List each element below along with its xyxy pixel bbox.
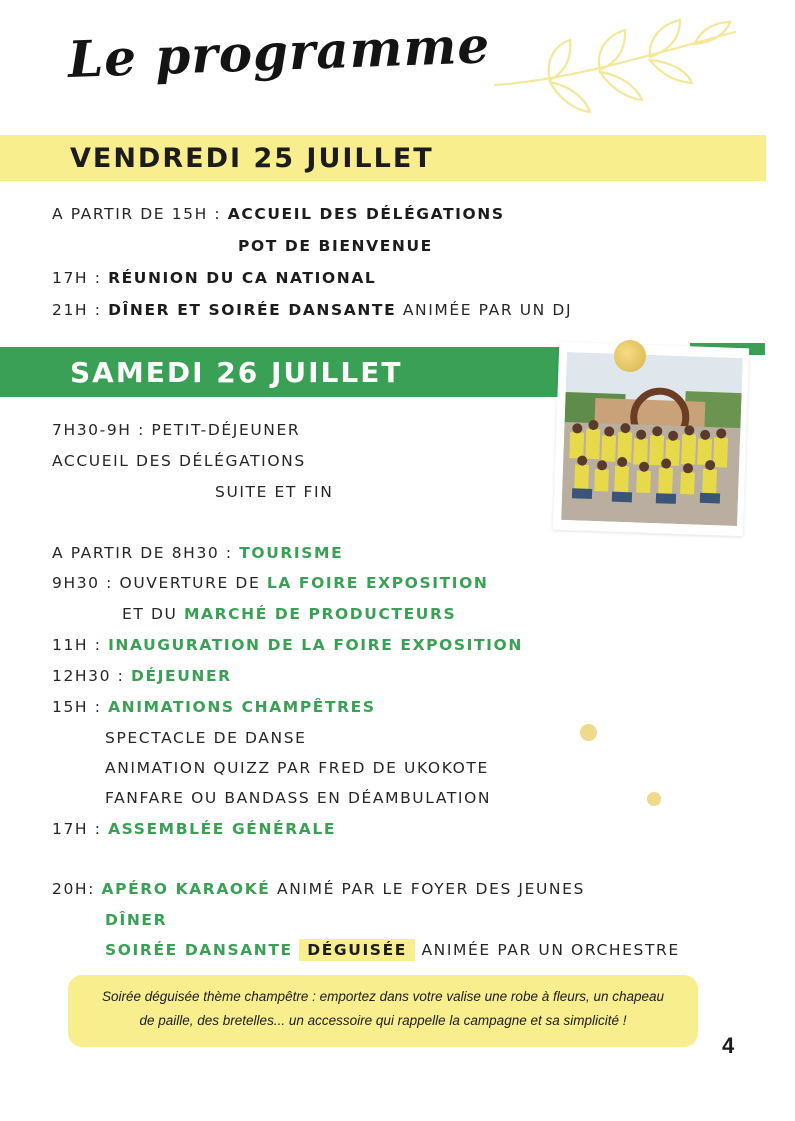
friday-event-1: ACCUEIL DES DÉLÉGATIONS [227, 205, 505, 223]
friday-event-2: POT DE BIENVENUE [238, 237, 433, 255]
saturday-line-5 [52, 574, 488, 592]
saturday-event-7: INAUGURATION DE LA FOIRE EXPOSITION [108, 636, 523, 654]
page-title: Le programme [66, 15, 492, 89]
note-line-1: Soirée déguisée thème champêtre : emportez dans votre valise une robe à fleurs, un chapeau [101, 989, 665, 1004]
group-photo-image [561, 352, 743, 526]
friday-line-2 [238, 237, 433, 255]
saturday-time-5: 9H30 : OUVERTURE DE [52, 574, 267, 592]
friday-time-4: 21H : [52, 301, 109, 319]
saturday-rest-14: ANIMÉ PAR LE FOYER DES JEUNES [270, 880, 585, 898]
saturday-rest-16: ANIMÉE PAR UN ORCHESTRE [414, 941, 680, 959]
saturday-line-3: SUITE ET FIN [215, 483, 334, 501]
saturday-time-8: 12H30 : [52, 667, 131, 685]
saturday-heading: SAMEDI 26 JUILLET [70, 355, 403, 389]
saturday-line-14 [52, 880, 585, 898]
note-box [68, 975, 698, 1047]
highlight-badge: DÉGUISÉE [299, 939, 415, 961]
friday-time-1: A PARTIR DE 15H : [52, 205, 228, 223]
saturday-event-13: ASSEMBLÉE GÉNÉRALE [108, 820, 337, 838]
saturday-line-12: FANFARE OU BANDASS EN DÉAMBULATION [105, 789, 492, 807]
saturday-line-8 [52, 667, 232, 685]
saturday-time-4: A PARTIR DE 8H30 : [52, 544, 240, 562]
saturday-line-13 [52, 820, 336, 838]
saturday-event-15: DÎNER [105, 911, 168, 929]
friday-line-3 [52, 269, 376, 287]
saturday-line-10: SPECTACLE DE DANSE [105, 729, 307, 747]
saturday-line-16 [105, 941, 680, 959]
dot-decoration-1 [580, 724, 597, 741]
saturday-line-9 [52, 698, 376, 716]
friday-line-4 [52, 301, 572, 319]
saturday-line-11: ANIMATION QUIZZ PAR FRED DE UKOKOTE [105, 759, 489, 777]
saturday-line-4 [52, 544, 343, 562]
saturday-time-7: 11H : [52, 636, 109, 654]
friday-event-4: DÎNER ET SOIRÉE DANSANTE [108, 301, 397, 319]
saturday-heading-band [0, 347, 620, 397]
friday-heading: VENDREDI 25 JUILLET [70, 142, 434, 174]
saturday-time-13: 17H : [52, 820, 109, 838]
leaf-branch-decoration [490, 10, 740, 130]
page-number: 4 [722, 1033, 735, 1058]
saturday-time-14: 20H: [52, 880, 102, 898]
friday-event-3: RÉUNION DU CA NATIONAL [108, 269, 377, 287]
saturday-line-1: 7H30-9H : PETIT-DÉJEUNER [52, 421, 301, 439]
saturday-pre-6: ET DU [122, 605, 184, 623]
group-photo [553, 342, 749, 537]
saturday-event-8: DÉJEUNER [130, 667, 232, 685]
saturday-line-7 [52, 636, 523, 654]
friday-line-1 [52, 205, 505, 223]
saturday-event-14: APÉRO KARAOKÉ [101, 880, 271, 898]
saturday-event-5: LA FOIRE EXPOSITION [266, 574, 489, 592]
gold-pin-icon [614, 340, 646, 372]
saturday-event-4: TOURISME [239, 544, 344, 562]
friday-rest-4: ANIMÉE PAR UN DJ [396, 301, 573, 319]
saturday-event-9: ANIMATIONS CHAMPÊTRES [108, 698, 376, 716]
friday-time-3: 17H : [52, 269, 109, 287]
saturday-line-15 [105, 911, 167, 929]
saturday-line-6 [122, 605, 456, 623]
saturday-line-2: ACCUEIL DES DÉLÉGATIONS [52, 452, 306, 470]
saturday-event-16: SOIRÉE DANSANTE [105, 941, 293, 959]
note-line-2: de paille, des bretelles... un accessoire qui rappelle la campagne et sa simplicité ! [139, 1013, 627, 1028]
saturday-time-9: 15H : [52, 698, 109, 716]
saturday-event-6: MARCHÉ DE PRODUCTEURS [184, 605, 457, 623]
dot-decoration-2 [647, 792, 661, 806]
friday-heading-band [0, 135, 766, 181]
